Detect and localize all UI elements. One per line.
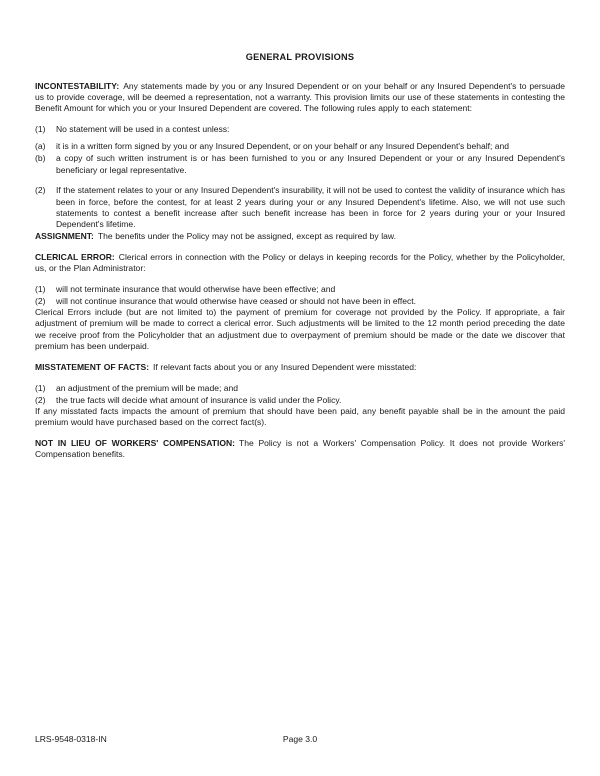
section-body-incontestability: Any statements made by you or any Insured Dependent or on your behalf or any Insured Dependent's to persuade us to provide coverage, will be deemed a representation, not a warranty. This provision limits our use of these statements in contesting the Benefit Amount for which you or your Insured Dependent are covered. The following rules apply to each statement: xyxy=(35,80,565,114)
incontestability-list xyxy=(35,124,565,135)
list-item-text: No statement will be used in a contest unless: xyxy=(56,124,230,135)
section-heading-misstatement: MISSTATEMENT OF FACTS: xyxy=(35,361,150,372)
section-body-clerical-error: Clerical errors in connection with the Policy or delays in keeping records for the Policy, whether by the Policyholder, us, or the Plan Administrator: xyxy=(35,251,565,273)
list-item-text: will not continue insurance that would otherwise have ceased or should not have been in effect. xyxy=(56,295,416,306)
list-item-text: the true facts will decide what amount of insurance is valid under the Policy. xyxy=(56,394,342,405)
list-item xyxy=(35,153,565,176)
section-incontestability-paragraph xyxy=(35,81,565,115)
document-content xyxy=(35,52,565,461)
section-heading-not-in-lieu: NOT IN LIEU OF WORKERS' COMPENSATION: xyxy=(35,438,236,449)
misstatement-followup: If any misstated facts impacts the amount of premium that should have been paid, any benefit payable shall be in the amount the paid premium would have purchased based on the correct fact(s). xyxy=(35,405,565,428)
list-item xyxy=(35,141,565,152)
list-marker: (b) xyxy=(35,153,46,164)
section-body-not-in-lieu: The Policy is not a Workers' Compensation Policy. It does not provide Workers' Compensation benefits. xyxy=(35,438,565,460)
form-number: LRS-9548-0318-IN xyxy=(35,734,107,744)
list-item-text: it is in a written form signed by you or any Insured Dependent, or on your behalf or any Insured Dependent's behalf; and xyxy=(56,141,509,152)
page-footer xyxy=(35,733,565,747)
list-marker: (1) xyxy=(35,124,46,135)
section-heading-clerical-error: CLERICAL ERROR: xyxy=(35,251,115,262)
misstatement-list xyxy=(35,383,565,406)
list-item xyxy=(35,124,565,135)
list-item xyxy=(35,383,565,394)
clerical-error-list xyxy=(35,284,565,307)
page-number: Page 3.0 xyxy=(282,734,318,744)
list-marker: (1) xyxy=(35,283,46,294)
incontestability-sublist xyxy=(35,141,565,176)
section-body-assignment: The benefits under the Policy may not be assigned, except as required by law. xyxy=(97,230,397,241)
list-marker: (a) xyxy=(35,141,46,152)
list-marker: (1) xyxy=(35,382,46,393)
list-marker: (2) xyxy=(35,185,46,196)
section-heading-incontestability: INCONTESTABILITY: xyxy=(35,80,120,91)
list-marker: (2) xyxy=(35,295,46,306)
list-item-text: a copy of such written instrument is or has been furnished to you or any Insured Dependent or your or any Insured Dependent's beneficiary or legal representative. xyxy=(56,153,565,175)
list-item-text: If the statement relates to your or any Insured Dependent's insurability, it will not be used to contest the validity of insurance which has been in force, before the contest, for at least 2 years during your or any Insured Dependent's lifetime. Also, we will not use such statements to contest a benefit increase after such benefit increase has been in force for 2 years during your or your Insured Dependent's lifetime. xyxy=(56,185,565,230)
page-number-wrap xyxy=(0,733,600,745)
list-item xyxy=(35,296,565,307)
clerical-error-followup: Clerical Errors include (but are not limited to) the payment of premium for coverage not provided by the Policy. If appropriate, a fair adjustment of premium will be made to correct a clerical error. Such adjustments will be limited to the 12 month period preceding the date we receive proof from the Policyholder that an adjustment due to overpayment of premium should be made or the date we discover that premium has been underpaid. xyxy=(35,307,565,352)
section-misstatement-paragraph xyxy=(35,362,565,373)
section-assignment-paragraph xyxy=(35,231,565,242)
list-item xyxy=(35,185,565,230)
list-item xyxy=(35,284,565,295)
section-heading-assignment: ASSIGNMENT: xyxy=(35,230,94,241)
list-item-text: an adjustment of the premium will be made; and xyxy=(56,382,238,393)
list-item-text: will not terminate insurance that would otherwise have been effective; and xyxy=(56,283,336,294)
list-item xyxy=(35,395,565,406)
list-marker: (2) xyxy=(35,394,46,405)
section-not-in-lieu-paragraph xyxy=(35,438,565,461)
page-title: GENERAL PROVISIONS xyxy=(245,52,355,62)
section-clerical-error-paragraph xyxy=(35,252,565,275)
incontestability-list-continued xyxy=(35,185,565,230)
section-body-misstatement: If relevant facts about you or any Insured Dependent were misstated: xyxy=(153,361,417,372)
